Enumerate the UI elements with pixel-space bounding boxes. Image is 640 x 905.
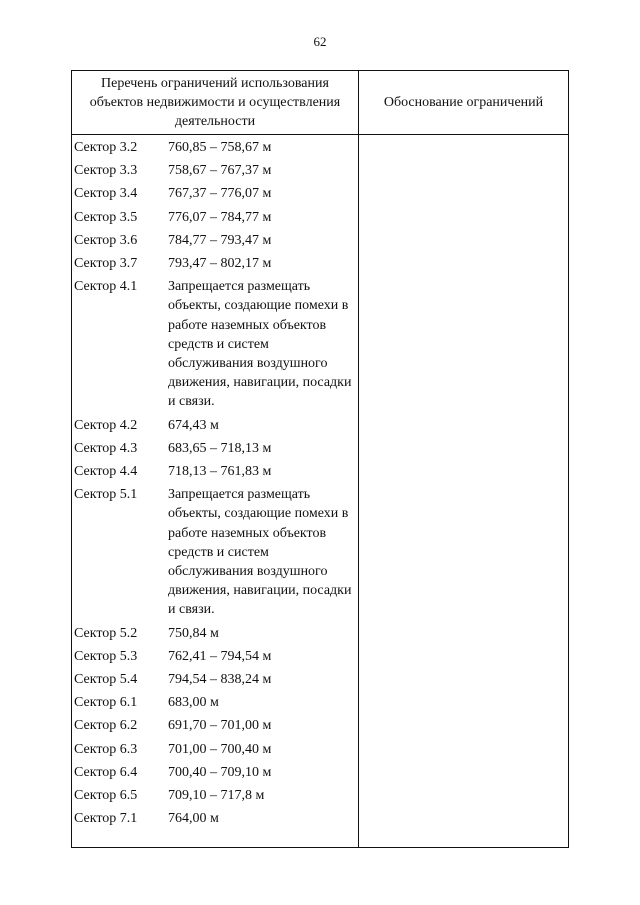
- sector-label: Сектор 5.4: [74, 672, 138, 688]
- sector-label: Сектор 4.1: [74, 279, 138, 295]
- sector-value: [168, 439, 358, 458]
- sector-value-line: 701,00 – 700,40 м: [168, 741, 272, 757]
- sector-value: [168, 809, 358, 828]
- sector-entries: [72, 135, 358, 829]
- sector-value-line: 762,41 – 794,54 м: [168, 648, 272, 664]
- sector-label: Сектор 5.1: [74, 487, 138, 503]
- page-number: 62: [313, 34, 327, 49]
- sector-row: [72, 740, 358, 759]
- sector-row: [72, 439, 358, 458]
- sector-value: [168, 254, 358, 273]
- sector-label: Сектор 5.2: [74, 625, 138, 641]
- sector-value: [168, 208, 358, 227]
- sector-value: [168, 231, 358, 250]
- sector-value-line: 764,00 м: [168, 811, 219, 827]
- sector-label: Сектор 3.5: [74, 209, 138, 225]
- sector-row: [72, 138, 358, 157]
- header-justification: Обоснование ограничений: [359, 71, 569, 135]
- sector-row: [72, 693, 358, 712]
- sector-row: [72, 277, 358, 411]
- sector-label: Сектор 6.3: [74, 741, 138, 757]
- sector-value-line: объекты, создающие помехи в: [168, 506, 349, 522]
- justification-cell: [359, 135, 569, 848]
- sector-value-line: 709,10 – 717,8 м: [168, 788, 265, 804]
- sector-value-line: движения, навигации, посадки: [168, 375, 352, 391]
- sector-label: Сектор 5.3: [74, 648, 138, 664]
- sector-row: [72, 716, 358, 735]
- sector-value: [168, 161, 358, 180]
- sector-value-line: и связи.: [168, 394, 215, 410]
- table-body-row: [72, 135, 569, 848]
- sector-value-line: 683,65 – 718,13 м: [168, 440, 272, 456]
- sector-label: Сектор 3.4: [74, 186, 138, 202]
- sector-label: Сектор 3.3: [74, 163, 138, 179]
- sector-value: [168, 763, 358, 782]
- sector-value: [168, 670, 358, 689]
- sector-row: [72, 647, 358, 666]
- sector-label: Сектор 3.2: [74, 140, 138, 155]
- sector-label: Сектор 3.7: [74, 256, 138, 272]
- sector-value-line: 760,85 – 758,67 м: [168, 140, 272, 155]
- sector-value: [168, 138, 358, 157]
- sector-label: Сектор 6.4: [74, 764, 138, 780]
- sector-row: [72, 231, 358, 250]
- sector-row: [72, 786, 358, 805]
- sector-value-line: средств и систем: [168, 544, 269, 560]
- sector-value-line: 691,70 – 701,00 м: [168, 718, 272, 734]
- sector-value: [168, 786, 358, 805]
- sector-row: [72, 254, 358, 273]
- header-line: Перечень ограничений использования: [101, 76, 329, 91]
- sector-value-line: Запрещается размещать: [168, 279, 311, 295]
- sector-value-line: работе наземных объектов: [168, 525, 327, 541]
- sector-value-line: 718,13 – 761,83 м: [168, 464, 272, 480]
- sector-value: [168, 416, 358, 435]
- sector-label: Сектор 6.1: [74, 695, 138, 711]
- sector-value-line: средств и систем: [168, 336, 269, 352]
- sector-value-line: объекты, создающие помехи в: [168, 298, 349, 314]
- sector-value: [168, 184, 358, 203]
- sector-row: [72, 416, 358, 435]
- sector-value-line: работе наземных объектов: [168, 317, 327, 333]
- sector-value: [168, 693, 358, 712]
- restrictions-cell: [72, 135, 359, 848]
- sector-value: [168, 462, 358, 481]
- sector-value-line: движения, навигации, посадки: [168, 583, 352, 599]
- sector-label: Сектор 4.2: [74, 417, 138, 433]
- sector-label: Сектор 3.6: [74, 232, 138, 248]
- sector-value-line: Запрещается размещать: [168, 487, 311, 503]
- sector-row: [72, 670, 358, 689]
- sector-value-line: 767,37 – 776,07 м: [168, 186, 272, 202]
- sector-value-line: обслуживания воздушного: [168, 356, 328, 372]
- sector-value-line: 758,67 – 767,37 м: [168, 163, 272, 179]
- sector-value-line: 674,43 м: [168, 417, 219, 433]
- sector-row: [72, 208, 358, 227]
- sector-value-line: 794,54 – 838,24 м: [168, 672, 272, 688]
- sector-row: [72, 161, 358, 180]
- sector-value-line: и связи.: [168, 602, 215, 618]
- sector-value-line: обслуживания воздушного: [168, 564, 328, 580]
- header-line: объектов недвижимости и осуществления: [89, 95, 341, 110]
- sector-value-line: 793,47 – 802,17 м: [168, 256, 272, 272]
- sector-row: [72, 809, 358, 828]
- sector-value: [168, 624, 358, 643]
- sector-row: [72, 624, 358, 643]
- sector-value-line: 750,84 м: [168, 625, 219, 641]
- header-line: деятельности: [174, 114, 256, 129]
- sector-row: [72, 184, 358, 203]
- sector-label: Сектор 4.3: [74, 440, 138, 456]
- restrictions-table: [71, 70, 569, 848]
- sector-value: [168, 277, 358, 411]
- sector-value: [168, 716, 358, 735]
- sector-row: [72, 462, 358, 481]
- sector-label: Сектор 4.4: [74, 464, 138, 480]
- sector-value-line: 784,77 – 793,47 м: [168, 232, 272, 248]
- sector-label: Сектор 6.2: [74, 718, 138, 734]
- sector-value: [168, 647, 358, 666]
- sector-value: [168, 740, 358, 759]
- sector-value-line: 683,00 м: [168, 695, 219, 711]
- sector-label: Сектор 6.5: [74, 788, 138, 804]
- sector-value-line: 700,40 – 709,10 м: [168, 764, 272, 780]
- header-restrictions-list: [72, 71, 359, 135]
- sector-row: [72, 763, 358, 782]
- sector-value-line: 776,07 – 784,77 м: [168, 209, 272, 225]
- table-header-row: [72, 71, 569, 135]
- sector-value: [168, 485, 358, 619]
- sector-label: Сектор 7.1: [74, 811, 138, 827]
- sector-row: [72, 485, 358, 619]
